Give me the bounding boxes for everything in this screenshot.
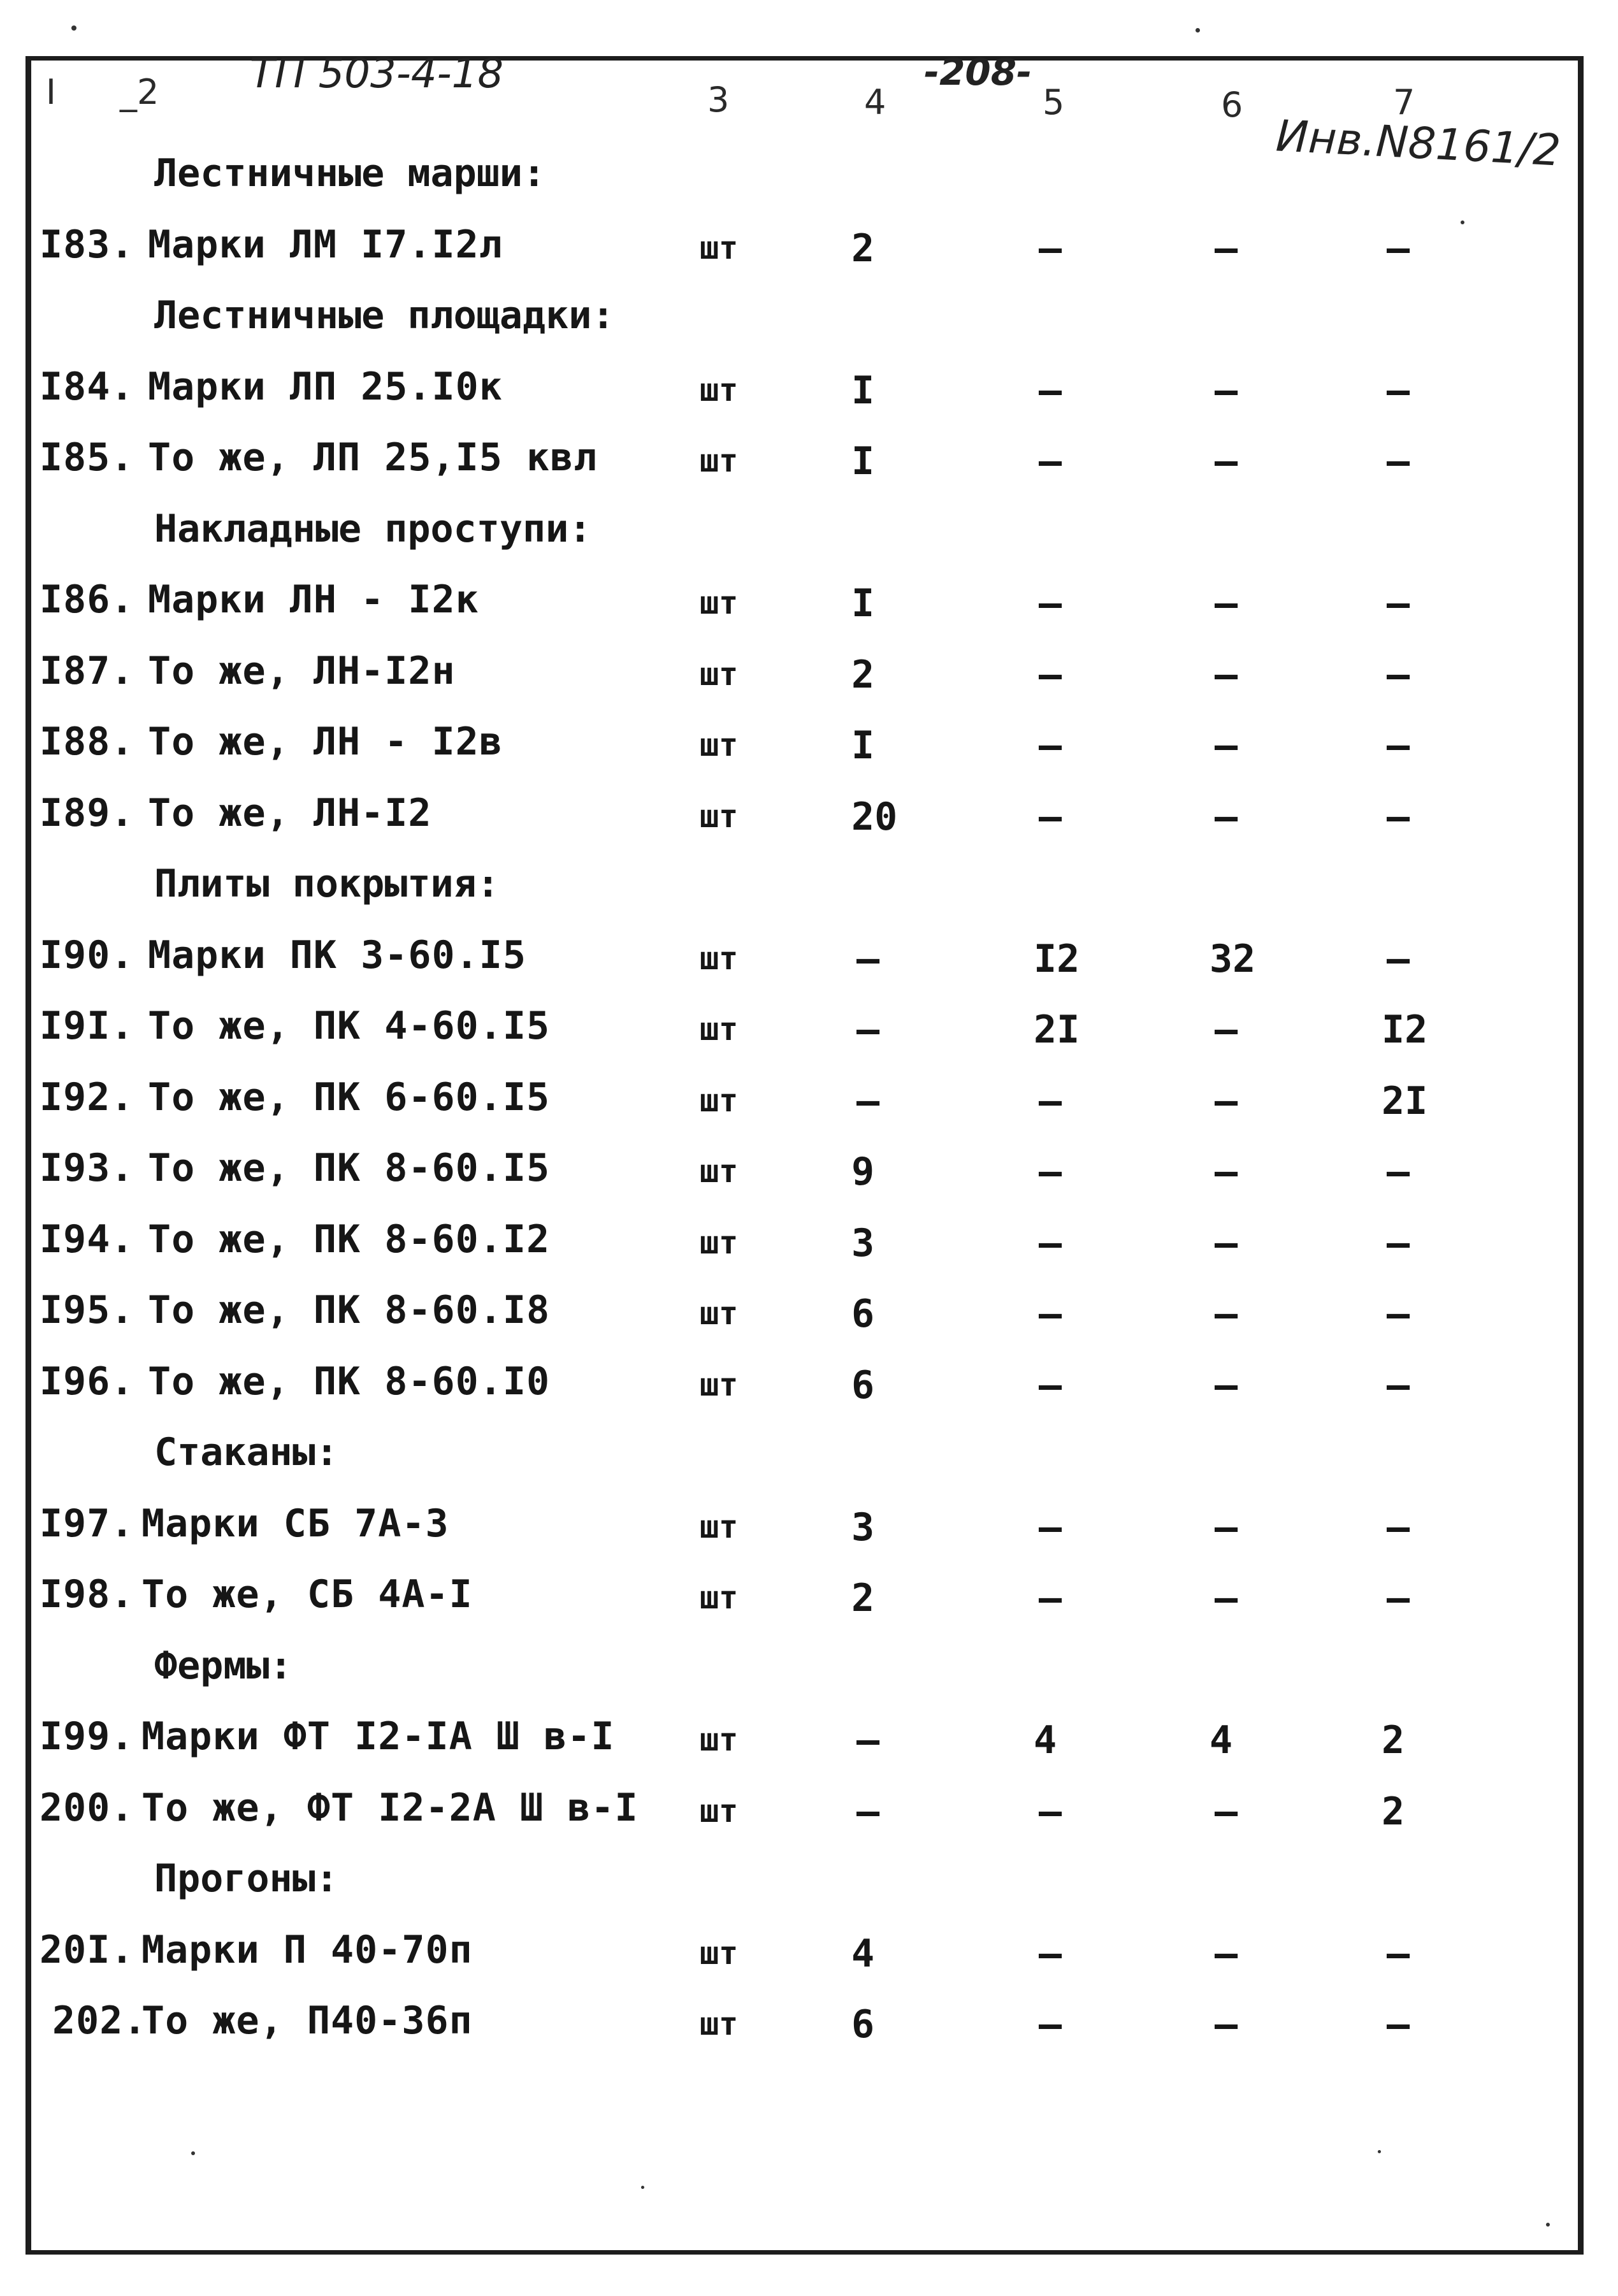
item-number: I93. bbox=[40, 1146, 134, 1190]
cell-c4: – bbox=[856, 1718, 880, 1763]
item-number: I89. bbox=[40, 791, 134, 835]
document-code: ТП 503-4-18 bbox=[250, 50, 504, 97]
item-name: То же, СБ 4А-I bbox=[141, 1572, 473, 1617]
col-header-5: 5 bbox=[1043, 82, 1065, 122]
item-name: То же, ПК 8-60.I0 bbox=[148, 1359, 551, 1404]
cell-c5: 4 bbox=[1034, 1718, 1057, 1763]
cell-c4: I bbox=[851, 368, 875, 413]
item-number: 20I. bbox=[40, 1928, 134, 1972]
item-unit: шт bbox=[700, 1082, 739, 1119]
col-header-7: 7 bbox=[1393, 82, 1415, 122]
cell-c4: – bbox=[856, 937, 880, 981]
cell-c7: – bbox=[1387, 581, 1410, 626]
scan-speck bbox=[641, 2186, 644, 2189]
cell-c5: – bbox=[1039, 1079, 1062, 1123]
item-name: То же, ПК 8-60.I5 bbox=[148, 1146, 551, 1190]
item-number: I92. bbox=[40, 1075, 134, 1120]
item-number: I96. bbox=[40, 1359, 134, 1404]
item-number: I99. bbox=[40, 1714, 134, 1759]
cell-c4: 2 bbox=[851, 1576, 875, 1621]
cell-c7: – bbox=[1387, 226, 1410, 271]
cell-c7: – bbox=[1387, 1576, 1410, 1621]
cell-c6: – bbox=[1215, 1931, 1238, 1976]
item-number: I94. bbox=[40, 1217, 134, 1262]
cell-c5: 2I bbox=[1034, 1007, 1080, 1052]
item-name: Марки ЛП 25.I0к bbox=[148, 365, 503, 409]
item-unit: шт bbox=[700, 656, 739, 693]
item-unit: шт bbox=[700, 1793, 739, 1830]
item-number: 200. bbox=[40, 1786, 134, 1830]
cell-c4: I bbox=[851, 723, 875, 768]
cell-c4: 20 bbox=[851, 795, 898, 839]
item-name: То же, ПК 8-60.I2 bbox=[148, 1217, 551, 1262]
item-name: То же, ПК 8-60.I8 bbox=[148, 1288, 551, 1332]
scan-speck bbox=[71, 25, 76, 31]
item-number: I95. bbox=[40, 1288, 134, 1332]
item-name: Марки ПК 3-60.I5 bbox=[148, 933, 526, 978]
cell-c5: – bbox=[1039, 581, 1062, 626]
cell-c6: 32 bbox=[1210, 937, 1256, 981]
cell-c4: – bbox=[856, 1789, 880, 1834]
cell-c7: – bbox=[1387, 2002, 1410, 2047]
cell-c6: – bbox=[1215, 1789, 1238, 1834]
cell-c6: – bbox=[1215, 226, 1238, 271]
cell-c7: – bbox=[1387, 653, 1410, 697]
scan-speck bbox=[1378, 2150, 1381, 2153]
cell-c4: 3 bbox=[851, 1221, 875, 1266]
col-header-6: 6 bbox=[1221, 85, 1243, 125]
cell-c7: – bbox=[1387, 723, 1410, 768]
cell-c6: – bbox=[1215, 1007, 1238, 1052]
cell-c4: – bbox=[856, 1007, 880, 1052]
inventory-number: Инв.N8161/2 bbox=[1275, 111, 1562, 177]
item-name: Марки ФТ I2-IA Ш в-I bbox=[141, 1714, 615, 1759]
cell-c7: – bbox=[1387, 937, 1410, 981]
cell-c7: – bbox=[1387, 1505, 1410, 1550]
cell-c7: 2 bbox=[1382, 1718, 1405, 1763]
cell-c5: – bbox=[1039, 439, 1062, 484]
section-heading: Лестничные марши: bbox=[154, 151, 546, 196]
cell-c5: – bbox=[1039, 1576, 1062, 1621]
cell-c4: I bbox=[851, 439, 875, 484]
cell-c6: – bbox=[1215, 368, 1238, 413]
item-number: I90. bbox=[40, 933, 134, 978]
item-name: То же, ПК 4-60.I5 bbox=[148, 1004, 551, 1048]
cell-c6: 4 bbox=[1210, 1718, 1233, 1763]
cell-c4: 9 bbox=[851, 1150, 875, 1194]
section-heading: Плиты покрытия: bbox=[154, 862, 500, 906]
item-name: То же, ЛН-I2 bbox=[148, 791, 432, 835]
cell-c6: – bbox=[1215, 1576, 1238, 1621]
item-unit: шт bbox=[700, 584, 739, 621]
cell-c6: – bbox=[1215, 1505, 1238, 1550]
cell-c4: I bbox=[851, 581, 875, 626]
cell-c5: – bbox=[1039, 1221, 1062, 1266]
cell-c4: 3 bbox=[851, 1505, 875, 1550]
cell-c5: – bbox=[1039, 1931, 1062, 1976]
item-name: То же, П40-36п bbox=[141, 1998, 473, 2043]
item-unit: шт bbox=[700, 1224, 739, 1261]
cell-c6: – bbox=[1215, 1079, 1238, 1123]
item-unit: шт bbox=[700, 229, 739, 266]
item-unit: шт bbox=[700, 372, 739, 408]
cell-c6: – bbox=[1215, 1150, 1238, 1194]
section-heading: Фермы: bbox=[154, 1643, 293, 1688]
cell-c5: – bbox=[1039, 1789, 1062, 1834]
cell-c4: 4 bbox=[851, 1931, 875, 1976]
item-name: Марки ЛН - I2к bbox=[148, 577, 479, 622]
cell-c7: – bbox=[1387, 1931, 1410, 1976]
scan-speck bbox=[1195, 28, 1200, 32]
cell-c5: – bbox=[1039, 368, 1062, 413]
cell-c4: 6 bbox=[851, 1292, 875, 1336]
cell-c6: – bbox=[1215, 2002, 1238, 2047]
cell-c6: – bbox=[1215, 1221, 1238, 1266]
item-number: I87. bbox=[40, 649, 134, 693]
scan-speck bbox=[191, 2151, 195, 2155]
cell-c6: – bbox=[1215, 723, 1238, 768]
item-unit: шт bbox=[700, 940, 739, 977]
item-unit: шт bbox=[700, 1366, 739, 1403]
item-name: То же, ЛН - I2в bbox=[148, 719, 503, 764]
cell-c7: I2 bbox=[1382, 1007, 1428, 1052]
scan-speck bbox=[1461, 220, 1464, 224]
scan-speck bbox=[1546, 2223, 1550, 2227]
col-header-1: I bbox=[46, 72, 56, 112]
section-heading: Стаканы: bbox=[154, 1430, 338, 1475]
item-name: То же, ПК 6-60.I5 bbox=[148, 1075, 551, 1120]
item-number: I88. bbox=[40, 719, 134, 764]
item-unit: шт bbox=[700, 1579, 739, 1616]
cell-c4: – bbox=[856, 1079, 880, 1123]
item-name: Марки СБ 7А-3 bbox=[141, 1501, 449, 1546]
cell-c6: – bbox=[1215, 1292, 1238, 1336]
cell-c7: – bbox=[1387, 1292, 1410, 1336]
item-number: I9I. bbox=[40, 1004, 134, 1048]
cell-c5: – bbox=[1039, 723, 1062, 768]
cell-c7: – bbox=[1387, 439, 1410, 484]
cell-c5: I2 bbox=[1034, 937, 1080, 981]
cell-c7: – bbox=[1387, 795, 1410, 839]
item-number: I98. bbox=[40, 1572, 134, 1617]
item-name: То же, ФТ I2-2А Ш в-I bbox=[141, 1786, 639, 1830]
item-unit: шт bbox=[700, 726, 739, 763]
cell-c7: 2 bbox=[1382, 1789, 1405, 1834]
item-unit: шт bbox=[700, 2005, 739, 2042]
cell-c5: – bbox=[1039, 226, 1062, 271]
item-number: I85. bbox=[40, 435, 134, 480]
cell-c5: – bbox=[1039, 1292, 1062, 1336]
section-heading: Прогоны: bbox=[154, 1856, 338, 1901]
cell-c4: 6 bbox=[851, 1363, 875, 1408]
cell-c4: 6 bbox=[851, 2002, 875, 2047]
item-number: I84. bbox=[40, 365, 134, 409]
cell-c5: – bbox=[1039, 1505, 1062, 1550]
item-name: То же, ЛП 25,I5 квл bbox=[148, 435, 598, 480]
col-header-4: 4 bbox=[864, 82, 886, 122]
item-name: То же, ЛН-I2н bbox=[148, 649, 456, 693]
item-unit: шт bbox=[700, 1011, 739, 1048]
cell-c4: 2 bbox=[851, 653, 875, 697]
cell-c6: – bbox=[1215, 581, 1238, 626]
item-unit: шт bbox=[700, 1295, 739, 1332]
cell-c5: – bbox=[1039, 653, 1062, 697]
item-number: 202. bbox=[52, 1998, 147, 2043]
cell-c7: – bbox=[1387, 1150, 1410, 1194]
cell-c5: – bbox=[1039, 795, 1062, 839]
item-unit: шт bbox=[700, 442, 739, 479]
page-number: -208- bbox=[924, 50, 1032, 94]
cell-c5: – bbox=[1039, 2002, 1062, 2047]
item-name: Марки ЛМ I7.I2л bbox=[148, 222, 503, 267]
col-header-3: 3 bbox=[707, 80, 730, 120]
item-unit: шт bbox=[700, 798, 739, 835]
cell-c7: – bbox=[1387, 1221, 1410, 1266]
cell-c5: – bbox=[1039, 1150, 1062, 1194]
section-heading: Лестничные площадки: bbox=[154, 293, 615, 338]
cell-c6: – bbox=[1215, 439, 1238, 484]
cell-c6: – bbox=[1215, 1363, 1238, 1408]
cell-c7: 2I bbox=[1382, 1079, 1428, 1123]
cell-c7: – bbox=[1387, 368, 1410, 413]
col-header-2: _2 bbox=[120, 72, 159, 112]
item-unit: шт bbox=[700, 1935, 739, 1972]
cell-c5: – bbox=[1039, 1363, 1062, 1408]
item-number: I86. bbox=[40, 577, 134, 622]
item-unit: шт bbox=[700, 1153, 739, 1190]
item-name: Марки П 40-70п bbox=[141, 1928, 473, 1972]
cell-c6: – bbox=[1215, 795, 1238, 839]
item-unit: шт bbox=[700, 1508, 739, 1545]
item-number: I83. bbox=[40, 222, 134, 267]
item-number: I97. bbox=[40, 1501, 134, 1546]
cell-c4: 2 bbox=[851, 226, 875, 271]
item-unit: шт bbox=[700, 1721, 739, 1758]
cell-c7: – bbox=[1387, 1363, 1410, 1408]
section-heading: Накладные проступи: bbox=[154, 507, 592, 551]
cell-c6: – bbox=[1215, 653, 1238, 697]
